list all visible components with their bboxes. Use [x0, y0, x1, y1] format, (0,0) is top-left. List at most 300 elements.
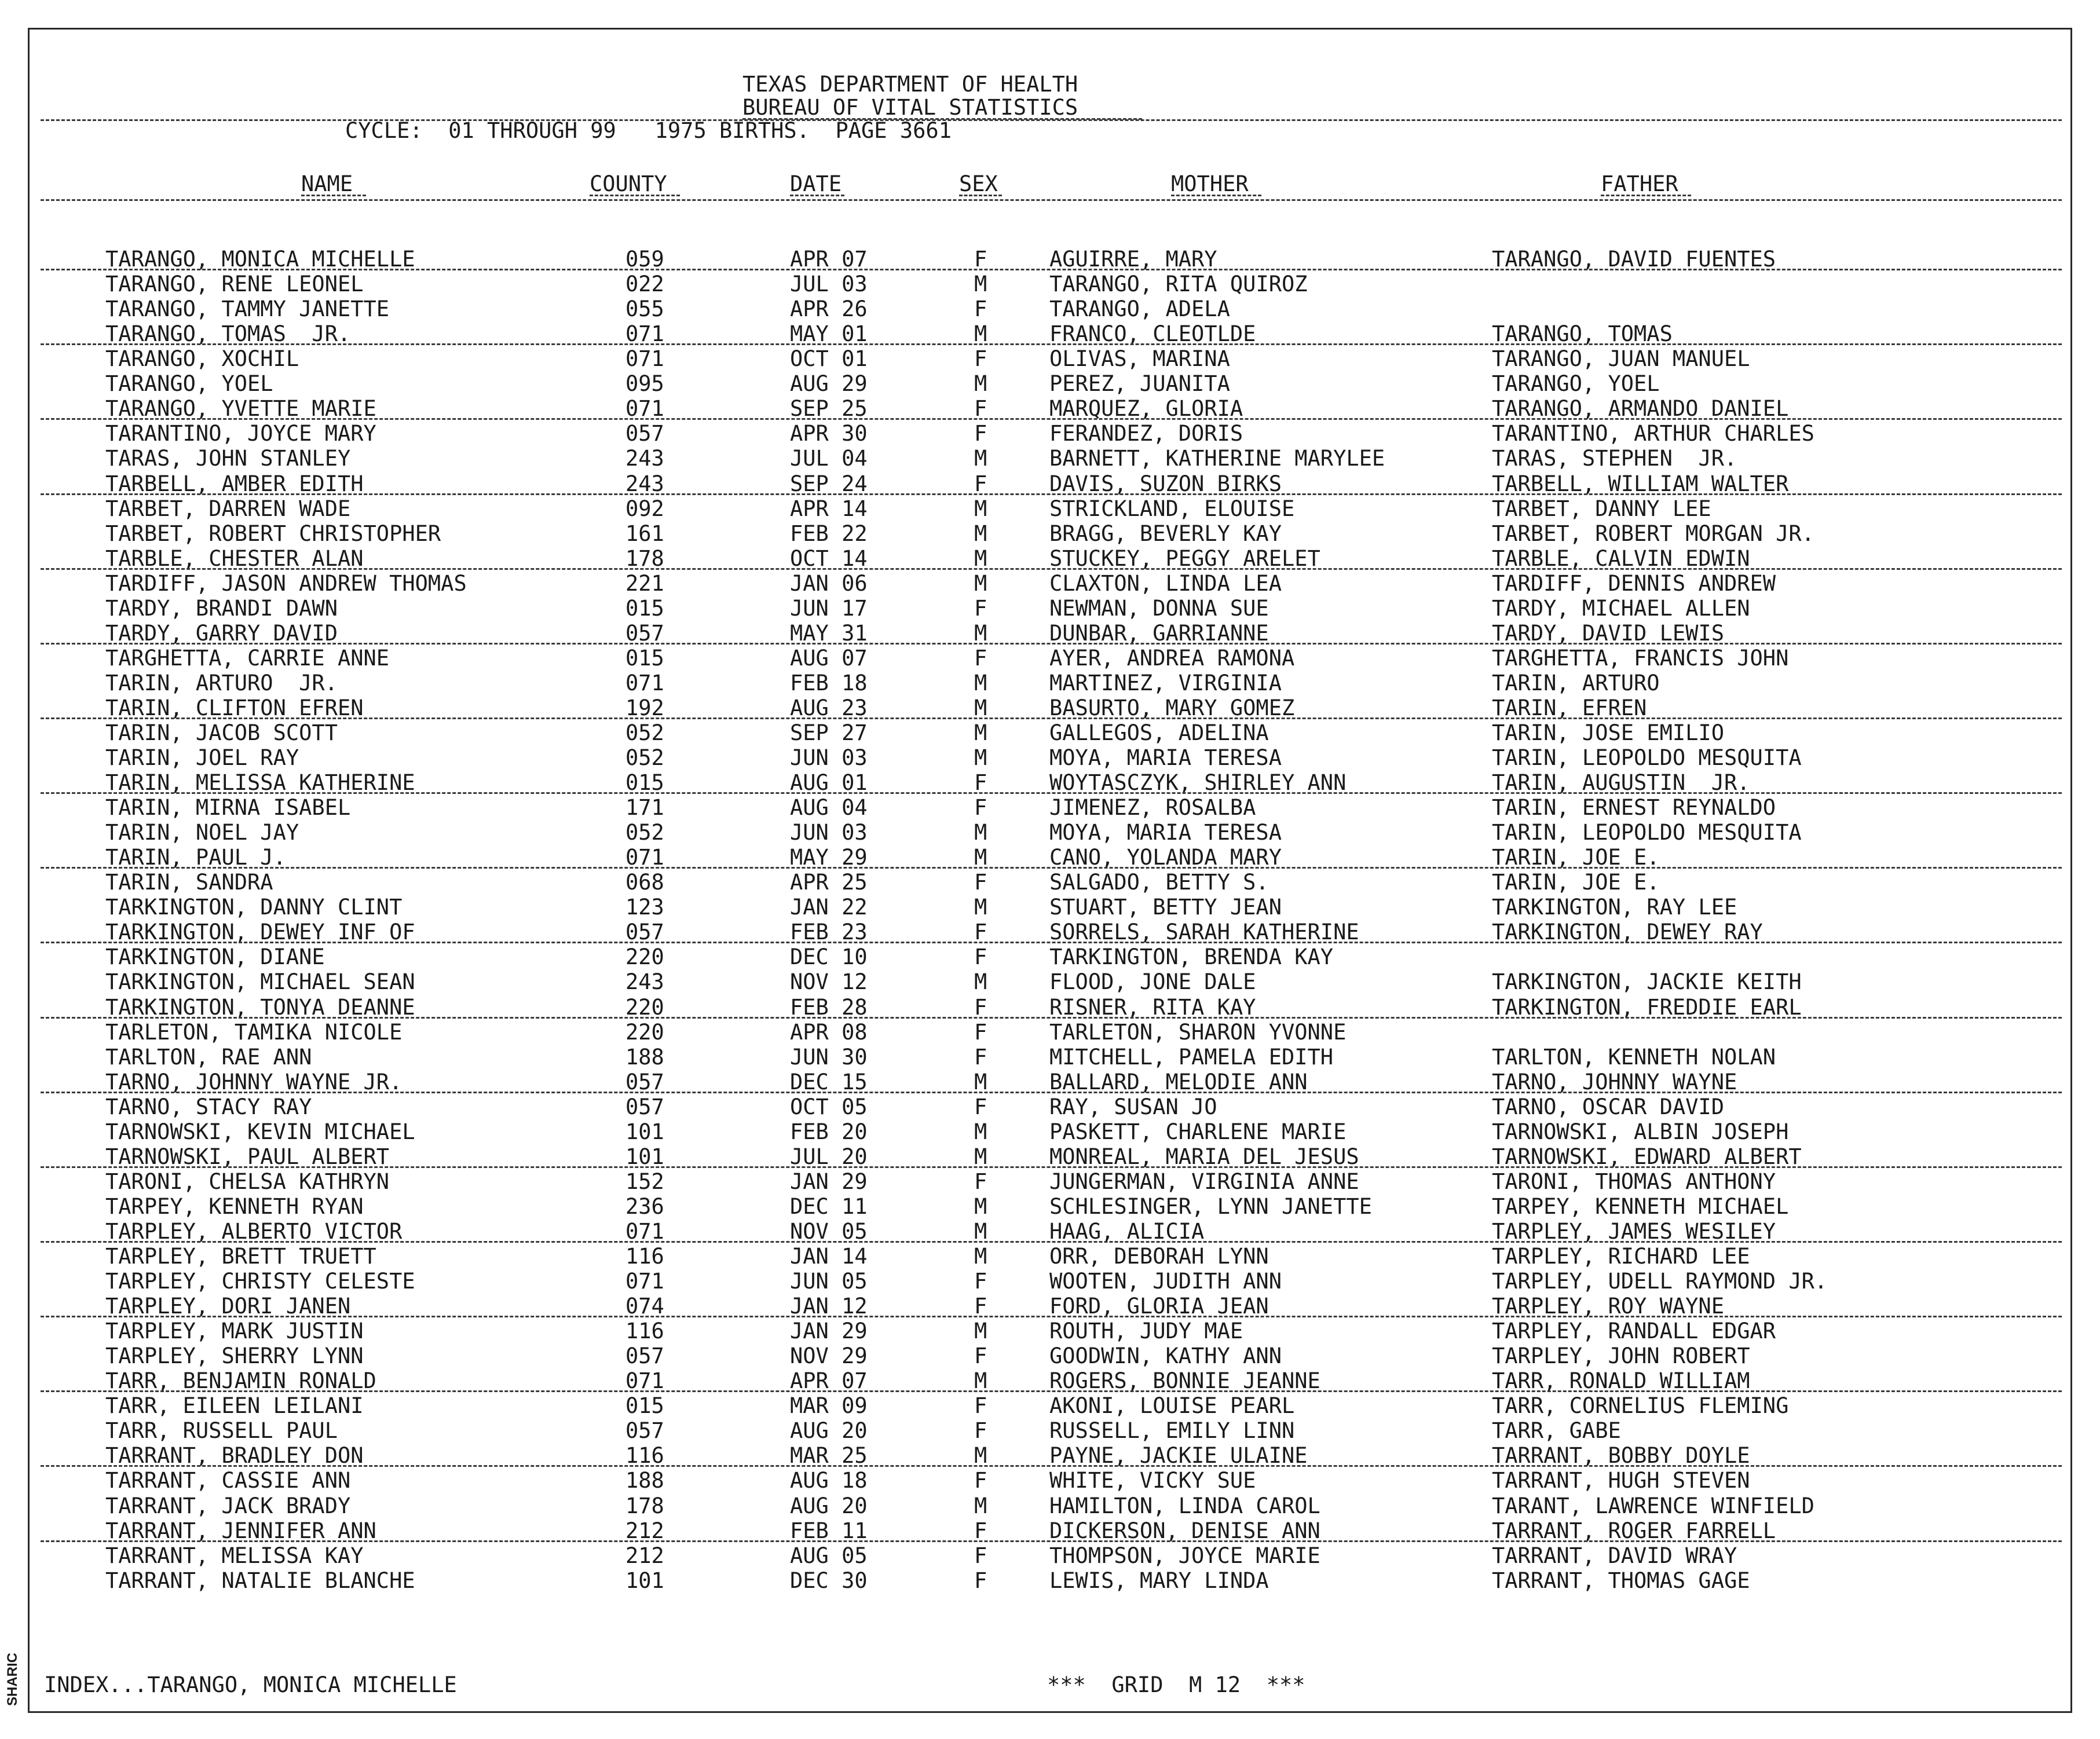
cell-mother: HAMILTON, LINDA CAROL: [1049, 1493, 1320, 1518]
cell-name: TARIN, CLIFTON EFREN: [105, 695, 364, 720]
cell-sex: M: [974, 1443, 987, 1469]
cell-name: TARANGO, YVETTE MARIE: [105, 396, 376, 422]
col-header-county-underline: [590, 195, 680, 196]
cell-father: TARNO, JOHNNY WAYNE: [1492, 1069, 1737, 1094]
table-row: [0, 298, 2100, 321]
cell-sex: M: [974, 1368, 987, 1394]
table-row: [0, 397, 2100, 420]
cell-date: JAN 12: [790, 1294, 868, 1319]
cell-date: NOV 12: [790, 969, 868, 995]
table-row: [0, 422, 2100, 445]
cell-county: 022: [625, 272, 664, 297]
cell-name: TARLETON, TAMIKA NICOLE: [105, 1019, 403, 1045]
cell-sex: F: [974, 396, 987, 422]
cell-name: TARPLEY, MARK JUSTIN: [105, 1319, 364, 1344]
cell-date: AUG 20: [790, 1493, 868, 1518]
table-row: [0, 547, 2100, 570]
table-row: [0, 1569, 2100, 1592]
cell-sex: M: [974, 1493, 987, 1518]
cell-sex: M: [974, 321, 987, 347]
cell-name: TARKINGTON, MICHAEL SEAN: [105, 969, 415, 995]
cell-county: 188: [625, 1044, 664, 1070]
cell-name: TARNO, STACY RAY: [105, 1094, 312, 1119]
cell-father: TARANT, LAWRENCE WINFIELD: [1492, 1493, 1814, 1518]
table-row: [0, 572, 2100, 595]
cell-name: TARGHETTA, CARRIE ANNE: [105, 645, 390, 671]
cell-date: DEC 10: [790, 944, 868, 970]
table-row: [0, 647, 2100, 670]
cell-sex: M: [974, 695, 987, 720]
cell-name: TARIN, MIRNA ISABEL: [105, 795, 351, 821]
table-row: [0, 1270, 2100, 1293]
cell-father: TARPEY, KENNETH MICHAEL: [1492, 1193, 1789, 1219]
table-row: [0, 1444, 2100, 1467]
cell-sex: M: [974, 1193, 987, 1219]
cell-sex: F: [974, 1568, 987, 1593]
cell-mother: STRICKLAND, ELOUISE: [1049, 496, 1295, 521]
cell-name: TARRANT, NATALIE BLANCHE: [105, 1568, 415, 1593]
cell-mother: ROUTH, JUDY MAE: [1049, 1319, 1243, 1344]
cell-county: 178: [625, 546, 664, 571]
table-row: [0, 1495, 2100, 1518]
cell-date: NOV 29: [790, 1343, 868, 1369]
cell-father: TARR, RONALD WILLIAM: [1492, 1368, 1750, 1394]
cell-date: FEB 20: [790, 1119, 868, 1144]
table-row: [0, 473, 2100, 496]
table-row: [0, 1121, 2100, 1144]
cell-name: TARANGO, TOMAS JR.: [105, 321, 351, 347]
cell-name: TARBELL, AMBER EDITH: [105, 471, 364, 496]
cell-sex: M: [974, 570, 987, 596]
cell-name: TARBET, ROBERT CHRISTOPHER: [105, 521, 441, 546]
cell-sex: F: [974, 346, 987, 372]
cell-father: TARGHETTA, FRANCIS JOHN: [1492, 645, 1789, 671]
cell-sex: F: [974, 920, 987, 945]
cell-mother: STUART, BETTY JEAN: [1049, 895, 1282, 920]
cell-name: TARPEY, KENNETH RYAN: [105, 1193, 364, 1219]
cell-father: TARIN, LEOPOLDO MESQUITA: [1492, 820, 1802, 845]
cell-father: TARDIFF, DENNIS ANDREW: [1492, 570, 1776, 596]
cell-name: TARIN, JACOB SCOTT: [105, 720, 338, 745]
cell-mother: CLAXTON, LINDA LEA: [1049, 570, 1282, 596]
cell-father: TARANGO, JUAN MANUEL: [1492, 346, 1750, 372]
cell-sex: F: [974, 595, 987, 621]
cell-date: DEC 11: [790, 1193, 868, 1219]
cell-name: TARPLEY, DORI JANEN: [105, 1294, 351, 1319]
cell-county: 101: [625, 1568, 664, 1593]
cell-sex: M: [974, 371, 987, 397]
cell-mother: TARANGO, RITA QUIROZ: [1049, 272, 1308, 297]
col-header-date-underline: [790, 195, 844, 196]
cell-date: APR 07: [790, 247, 868, 272]
cell-name: TARBLE, CHESTER ALAN: [105, 546, 364, 571]
col-header-mother-underline: [1171, 195, 1261, 196]
cell-sex: M: [974, 895, 987, 920]
cell-mother: RUSSELL, EMILY LINN: [1049, 1418, 1295, 1444]
cell-sex: M: [974, 496, 987, 521]
cell-county: 074: [625, 1294, 664, 1319]
cell-county: 161: [625, 521, 664, 546]
cell-mother: FRANCO, CLEOTLDE: [1049, 321, 1256, 347]
cell-county: 123: [625, 895, 664, 920]
cell-county: 220: [625, 1019, 664, 1045]
cell-sex: M: [974, 670, 987, 695]
cell-mother: THOMPSON, JOYCE MARIE: [1049, 1543, 1320, 1568]
cell-father: TARPLEY, JOHN ROBERT: [1492, 1343, 1750, 1369]
table-row: [0, 597, 2100, 620]
side-label: SHARIC: [5, 1652, 20, 1707]
cell-sex: M: [974, 272, 987, 297]
table-row: [0, 372, 2100, 396]
cell-name: TARPLEY, CHRISTY CELESTE: [105, 1269, 415, 1294]
cell-mother: DUNBAR, GARRIANNE: [1049, 620, 1269, 646]
cell-name: TARIN, MELISSA KATHERINE: [105, 770, 415, 795]
cell-father: TARRANT, THOMAS GAGE: [1492, 1568, 1750, 1593]
cell-date: SEP 27: [790, 720, 868, 745]
cell-father: TARKINGTON, RAY LEE: [1492, 895, 1737, 920]
cell-father: TARKINGTON, FREDDIE EARL: [1492, 994, 1802, 1020]
cell-father: TARANGO, DAVID FUENTES: [1492, 247, 1776, 272]
cell-mother: TARLETON, SHARON YVONNE: [1049, 1019, 1347, 1045]
cell-mother: WHITE, VICKY SUE: [1049, 1468, 1256, 1493]
cell-county: 116: [625, 1443, 664, 1469]
cell-county: 057: [625, 1094, 664, 1119]
cell-father: TARANTINO, ARTHUR CHARLES: [1492, 421, 1814, 446]
cell-mother: BASURTO, MARY GOMEZ: [1049, 695, 1295, 720]
table-row: [0, 522, 2100, 546]
cell-mother: DAVIS, SUZON BIRKS: [1049, 471, 1282, 496]
cell-county: 015: [625, 1393, 664, 1419]
cell-sex: M: [974, 745, 987, 770]
cell-name: TARONI, CHELSA KATHRYN: [105, 1169, 390, 1194]
cell-date: APR 14: [790, 496, 868, 521]
cell-date: MAR 25: [790, 1443, 868, 1469]
cell-date: OCT 01: [790, 346, 868, 372]
cell-sex: F: [974, 770, 987, 795]
cell-mother: RISNER, RITA KAY: [1049, 994, 1256, 1020]
cell-name: TARRANT, JENNIFER ANN: [105, 1518, 376, 1543]
cell-mother: TARANGO, ADELA: [1049, 296, 1230, 322]
header-cycle: CYCLE: 01 THROUGH 99 1975 BIRTHS. PAGE 3661: [345, 118, 952, 143]
cell-sex: F: [974, 1269, 987, 1294]
cell-date: FEB 28: [790, 994, 868, 1020]
cell-date: SEP 25: [790, 396, 868, 422]
cell-sex: M: [974, 1069, 987, 1094]
cell-date: MAY 01: [790, 321, 868, 347]
cell-county: 071: [625, 346, 664, 372]
cell-mother: OLIVAS, MARINA: [1049, 346, 1230, 372]
cell-father: TARIN, JOSE EMILIO: [1492, 720, 1724, 745]
cell-county: 212: [625, 1543, 664, 1568]
cell-mother: PAYNE, JACKIE ULAINE: [1049, 1443, 1308, 1469]
cell-mother: RAY, SUSAN JO: [1049, 1094, 1217, 1119]
cell-father: TARPLEY, ROY WAYNE: [1492, 1294, 1724, 1319]
cell-father: TARBLE, CALVIN EDWIN: [1492, 546, 1750, 571]
cell-name: TARLTON, RAE ANN: [105, 1044, 312, 1070]
cell-mother: TARKINGTON, BRENDA KAY: [1049, 944, 1334, 970]
cell-sex: F: [974, 247, 987, 272]
table-row: [0, 248, 2100, 271]
cell-date: AUG 01: [790, 770, 868, 795]
cell-county: 052: [625, 720, 664, 745]
cell-name: TARNOWSKI, PAUL ALBERT: [105, 1144, 390, 1169]
cell-date: JUL 20: [790, 1144, 868, 1169]
cell-sex: F: [974, 944, 987, 970]
cell-sex: F: [974, 1169, 987, 1194]
cell-name: TARIN, SANDRA: [105, 870, 273, 895]
cell-mother: NEWMAN, DONNA SUE: [1049, 595, 1269, 621]
cell-father: TARPLEY, JAMES WESILEY: [1492, 1218, 1776, 1244]
cell-county: 052: [625, 745, 664, 770]
cell-father: TARDY, DAVID LEWIS: [1492, 620, 1724, 646]
cell-sex: M: [974, 845, 987, 870]
cell-sex: F: [974, 1343, 987, 1369]
cell-date: FEB 11: [790, 1518, 868, 1543]
col-header-mother: MOTHER: [1171, 171, 1249, 196]
cell-name: TARDY, BRANDI DAWN: [105, 595, 338, 621]
cell-county: 212: [625, 1518, 664, 1543]
table-row: [0, 1370, 2100, 1393]
cell-name: TARAS, JOHN STANLEY: [105, 446, 351, 471]
col-header-name: NAME: [301, 171, 353, 196]
col-header-sex-underline: [959, 195, 1002, 196]
cell-county: 071: [625, 321, 664, 347]
cell-county: 057: [625, 920, 664, 945]
table-row: [0, 622, 2100, 645]
table-row: [0, 1520, 2100, 1543]
cell-sex: M: [974, 521, 987, 546]
cell-mother: MITCHELL, PAMELA EDITH: [1049, 1044, 1334, 1070]
cell-father: TARIN, AUGUSTIN JR.: [1492, 770, 1750, 795]
cell-date: APR 30: [790, 421, 868, 446]
cell-sex: F: [974, 870, 987, 895]
cell-mother: ORR, DEBORAH LYNN: [1049, 1244, 1269, 1269]
cell-father: TARNO, OSCAR DAVID: [1492, 1094, 1724, 1119]
cell-name: TARNOWSKI, KEVIN MICHAEL: [105, 1119, 415, 1144]
cell-sex: M: [974, 720, 987, 745]
table-row: [0, 447, 2100, 470]
cell-sex: M: [974, 1218, 987, 1244]
cell-sex: F: [974, 421, 987, 446]
cell-date: NOV 05: [790, 1218, 868, 1244]
cell-sex: F: [974, 1019, 987, 1045]
col-header-date: DATE: [790, 171, 842, 196]
cell-county: 116: [625, 1319, 664, 1344]
table-row: [0, 1345, 2100, 1368]
cell-father: TARRANT, DAVID WRAY: [1492, 1543, 1737, 1568]
table-row: [0, 996, 2100, 1019]
cell-date: JUL 03: [790, 272, 868, 297]
cell-father: TARIN, ERNEST REYNALDO: [1492, 795, 1776, 821]
cell-father: TARIN, EFREN: [1492, 695, 1647, 720]
cell-date: JAN 14: [790, 1244, 868, 1269]
cell-county: 071: [625, 1269, 664, 1294]
table-row: [0, 1071, 2100, 1094]
table-row: [0, 871, 2100, 894]
cell-father: TARDY, MICHAEL ALLEN: [1492, 595, 1750, 621]
cell-county: 152: [625, 1169, 664, 1194]
footer-index: INDEX...TARANGO, MONICA MICHELLE: [44, 1672, 457, 1697]
cell-mother: FLOOD, JONE DALE: [1049, 969, 1256, 995]
table-row: [0, 896, 2100, 919]
cell-father: TARLTON, KENNETH NOLAN: [1492, 1044, 1776, 1070]
cell-father: TARAS, STEPHEN JR.: [1492, 446, 1737, 471]
cell-mother: MOYA, MARIA TERESA: [1049, 820, 1282, 845]
cell-mother: JIMENEZ, ROSALBA: [1049, 795, 1256, 821]
cell-sex: M: [974, 546, 987, 571]
table-row: [0, 821, 2100, 844]
cell-sex: M: [974, 1244, 987, 1269]
cell-name: TARDY, GARRY DAVID: [105, 620, 338, 646]
cell-name: TARKINGTON, DEWEY INF OF: [105, 920, 415, 945]
table-row: [0, 1021, 2100, 1044]
cell-date: JAN 06: [790, 570, 868, 596]
cell-county: 015: [625, 770, 664, 795]
cell-name: TARKINGTON, TONYA DEANNE: [105, 994, 415, 1020]
cell-mother: MOYA, MARIA TERESA: [1049, 745, 1282, 770]
cell-mother: SORRELS, SARAH KATHERINE: [1049, 920, 1359, 945]
cell-date: JUL 04: [790, 446, 868, 471]
cell-father: TARKINGTON, JACKIE KEITH: [1492, 969, 1802, 995]
cell-name: TARANGO, YOEL: [105, 371, 273, 397]
cell-sex: F: [974, 1294, 987, 1319]
table-row: [0, 846, 2100, 869]
cell-name: TARANGO, MONICA MICHELLE: [105, 247, 415, 272]
table-row: [0, 1195, 2100, 1218]
table-row: [0, 946, 2100, 969]
cell-name: TARPLEY, BRETT TRUETT: [105, 1244, 376, 1269]
cell-county: 101: [625, 1119, 664, 1144]
cell-father: TARRANT, BOBBY DOYLE: [1492, 1443, 1750, 1469]
cell-date: MAY 29: [790, 845, 868, 870]
table-row: [0, 1320, 2100, 1343]
cell-county: 192: [625, 695, 664, 720]
cell-county: 188: [625, 1468, 664, 1493]
header-rule-bottom: [41, 199, 2062, 201]
cell-mother: WOOTEN, JUDITH ANN: [1049, 1269, 1282, 1294]
cell-mother: HAAG, ALICIA: [1049, 1218, 1205, 1244]
cell-name: TARPLEY, ALBERTO VICTOR: [105, 1218, 403, 1244]
cell-mother: MARQUEZ, GLORIA: [1049, 396, 1243, 422]
cell-sex: F: [974, 1418, 987, 1444]
cell-date: JUN 03: [790, 745, 868, 770]
cell-date: AUG 20: [790, 1418, 868, 1444]
cell-father: TARBET, ROBERT MORGAN JR.: [1492, 521, 1814, 546]
cell-father: TARIN, LEOPOLDO MESQUITA: [1492, 745, 1802, 770]
cell-name: TARKINGTON, DANNY CLINT: [105, 895, 403, 920]
cell-father: TARBET, DANNY LEE: [1492, 496, 1711, 521]
cell-mother: AYER, ANDREA RAMONA: [1049, 645, 1295, 671]
cell-date: JUN 03: [790, 820, 868, 845]
cell-mother: DICKERSON, DENISE ANN: [1049, 1518, 1320, 1543]
cell-father: TARPLEY, RANDALL EDGAR: [1492, 1319, 1776, 1344]
table-row: [0, 273, 2100, 296]
cell-sex: F: [974, 1044, 987, 1070]
cell-name: TARIN, PAUL J.: [105, 845, 286, 870]
cell-date: FEB 22: [790, 521, 868, 546]
table-row: [0, 971, 2100, 994]
cell-mother: SCHLESINGER, LYNN JANETTE: [1049, 1193, 1372, 1219]
cell-county: 052: [625, 820, 664, 845]
table-row: [0, 722, 2100, 745]
cell-county: 057: [625, 620, 664, 646]
table-row: [0, 1394, 2100, 1418]
cell-mother: BARNETT, KATHERINE MARYLEE: [1049, 446, 1385, 471]
cell-sex: F: [974, 1543, 987, 1568]
cell-county: 057: [625, 1418, 664, 1444]
cell-county: 057: [625, 1343, 664, 1369]
table-row: [0, 746, 2100, 770]
col-header-county: COUNTY: [590, 171, 667, 196]
cell-county: 171: [625, 795, 664, 821]
cell-father: TARANGO, ARMANDO DANIEL: [1492, 396, 1789, 422]
cell-sex: M: [974, 820, 987, 845]
cell-date: AUG 04: [790, 795, 868, 821]
cell-father: TARNOWSKI, EDWARD ALBERT: [1492, 1144, 1802, 1169]
header-bureau: BUREAU OF VITAL STATISTICS: [742, 95, 1078, 120]
table-row: [0, 1469, 2100, 1492]
cell-name: TARANGO, RENE LEONEL: [105, 272, 364, 297]
cell-date: AUG 07: [790, 645, 868, 671]
cell-sex: F: [974, 471, 987, 496]
table-row: [0, 672, 2100, 695]
cell-name: TARR, EILEEN LEILANI: [105, 1393, 364, 1419]
table-row: [0, 1170, 2100, 1193]
cell-county: 057: [625, 421, 664, 446]
table-row: [0, 323, 2100, 346]
cell-date: JAN 22: [790, 895, 868, 920]
cell-date: OCT 14: [790, 546, 868, 571]
cell-father: TARANGO, TOMAS: [1492, 321, 1673, 347]
cell-mother: FORD, GLORIA JEAN: [1049, 1294, 1269, 1319]
cell-name: TARNO, JOHNNY WAYNE JR.: [105, 1069, 403, 1094]
cell-date: AUG 18: [790, 1468, 868, 1493]
table-row: [0, 347, 2100, 371]
cell-mother: SALGADO, BETTY S.: [1049, 870, 1269, 895]
cell-father: TARBELL, WILLIAM WALTER: [1492, 471, 1789, 496]
cell-mother: PEREZ, JUANITA: [1049, 371, 1230, 397]
cell-date: OCT 05: [790, 1094, 868, 1119]
cell-county: 243: [625, 446, 664, 471]
cell-date: FEB 18: [790, 670, 868, 695]
cell-sex: F: [974, 296, 987, 322]
cell-mother: JUNGERMAN, VIRGINIA ANNE: [1049, 1169, 1359, 1194]
cell-mother: GOODWIN, KATHY ANN: [1049, 1343, 1282, 1369]
cell-county: 071: [625, 670, 664, 695]
cell-name: TARRANT, JACK BRADY: [105, 1493, 351, 1518]
table-row: [0, 1544, 2100, 1568]
table-row: [0, 771, 2100, 795]
header-department: TEXAS DEPARTMENT OF HEALTH: [742, 72, 1078, 97]
cell-date: APR 07: [790, 1368, 868, 1394]
cell-father: TARR, CORNELIUS FLEMING: [1492, 1393, 1789, 1419]
table-row: [0, 1220, 2100, 1243]
cell-date: MAR 09: [790, 1393, 868, 1419]
header-rule-top: [41, 119, 2062, 121]
cell-county: 095: [625, 371, 664, 397]
table-row: [0, 697, 2100, 720]
cell-county: 236: [625, 1193, 664, 1219]
cell-name: TARDIFF, JASON ANDREW THOMAS: [105, 570, 467, 596]
cell-county: 057: [625, 1069, 664, 1094]
table-row: [0, 796, 2100, 819]
cell-date: AUG 29: [790, 371, 868, 397]
cell-name: TARIN, NOEL JAY: [105, 820, 299, 845]
cell-sex: F: [974, 1094, 987, 1119]
cell-date: JUN 30: [790, 1044, 868, 1070]
cell-name: TARPLEY, SHERRY LYNN: [105, 1343, 364, 1369]
cell-father: TARONI, THOMAS ANTHONY: [1492, 1169, 1776, 1194]
